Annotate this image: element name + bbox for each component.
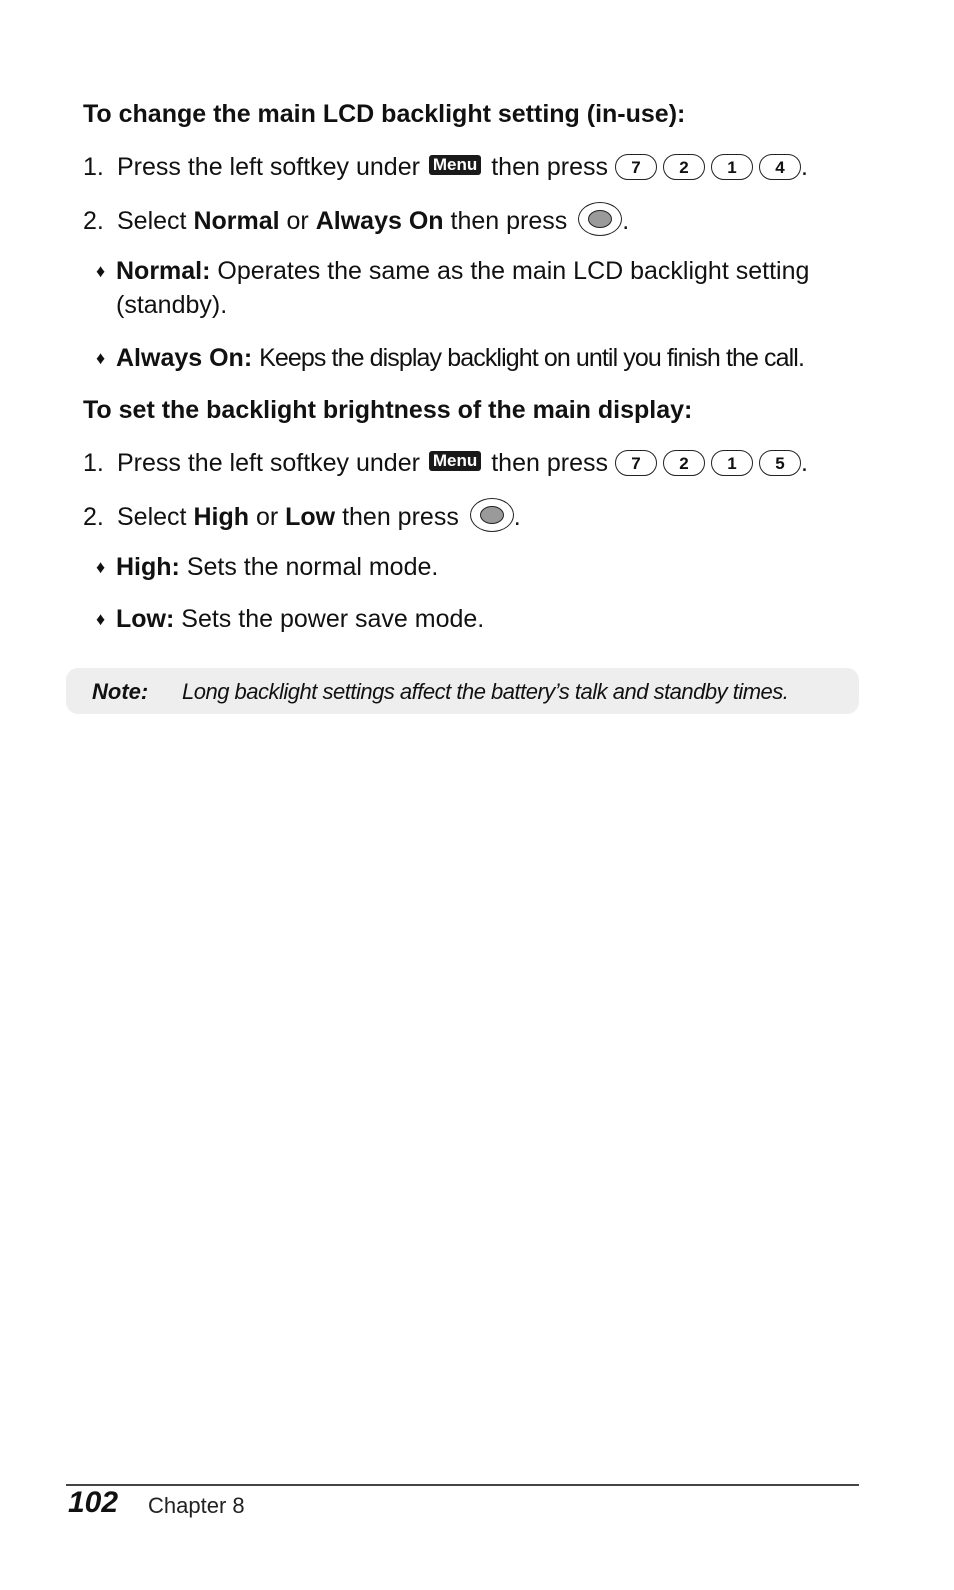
note-box: [66, 668, 859, 714]
step-number: 1.: [83, 449, 104, 477]
step-text: Select: [117, 503, 187, 531]
step-text: Press the left softkey under: [117, 153, 420, 181]
bullet-text: Keeps the display backlight on until you finish the call.: [259, 344, 805, 372]
option-name: Normal: [193, 207, 280, 235]
page-number: 102: [68, 1486, 119, 1519]
diamond-bullet-icon: ♦: [96, 557, 106, 577]
step-period: .: [800, 449, 808, 477]
bullet-text: Sets the normal mode.: [186, 553, 439, 581]
instruction-step: [83, 446, 808, 480]
bullet-item: [96, 341, 804, 375]
key-1-icon: 1: [711, 154, 753, 180]
instruction-step: [83, 498, 521, 534]
diamond-bullet-icon: ♦: [96, 261, 106, 281]
step-text: or: [286, 207, 309, 235]
diamond-bullet-icon: ♦: [96, 609, 106, 629]
diamond-bullet-icon: ♦: [96, 348, 106, 368]
bullet-term: Low:: [116, 605, 175, 633]
option-name: Low: [285, 503, 336, 531]
step-number: 1.: [83, 153, 104, 181]
step-text: then press: [491, 153, 608, 181]
section-heading: To change the main LCD backlight setting (in-use):: [83, 100, 686, 128]
ok-menu-key-icon: [470, 498, 514, 532]
key-5-icon: 5: [759, 450, 801, 476]
section-heading: To set the backlight brightness of the main display:: [83, 396, 693, 424]
step-number: 2.: [83, 207, 104, 235]
bullet-item: [96, 550, 438, 584]
step-number: 2.: [83, 503, 104, 531]
bullet-item: [96, 602, 484, 636]
bullet-item: [96, 254, 856, 322]
menu-softkey-icon: Menu: [429, 451, 481, 471]
key-4-icon: 4: [759, 154, 801, 180]
step-period: .: [622, 207, 630, 235]
key-1-icon: 1: [711, 450, 753, 476]
chapter-label: Chapter 8: [148, 1493, 245, 1518]
step-text: Select: [117, 207, 187, 235]
bullet-text: Operates the same as the main LCD backlight setting: [217, 257, 810, 285]
step-period: .: [800, 153, 808, 181]
step-text: then press: [342, 503, 459, 531]
step-text: then press: [450, 207, 568, 235]
bullet-term: Always On:: [116, 344, 253, 372]
option-name: Always On: [315, 207, 444, 235]
bullet-text: Sets the power save mode.: [181, 605, 485, 633]
note-label: Note:: [92, 679, 149, 704]
footer-divider: [66, 1484, 859, 1486]
instruction-step: [83, 150, 808, 184]
option-name: High: [193, 503, 249, 531]
key-2-icon: 2: [663, 154, 705, 180]
instruction-step: [83, 202, 629, 238]
step-text: then press: [491, 449, 608, 477]
key-2-icon: 2: [663, 450, 705, 476]
bullet-text-continued: (standby).: [116, 291, 228, 319]
menu-softkey-icon: Menu: [429, 155, 481, 175]
key-7-icon: 7: [615, 450, 657, 476]
step-period: .: [513, 503, 521, 531]
ok-menu-key-icon: [578, 202, 622, 236]
note-text: Long backlight settings affect the battery’s talk and standby times.: [182, 679, 789, 704]
step-text: Press the left softkey under: [117, 449, 420, 477]
bullet-term: Normal:: [116, 257, 211, 285]
key-7-icon: 7: [615, 154, 657, 180]
step-text: or: [255, 503, 279, 531]
bullet-term: High:: [116, 553, 180, 581]
